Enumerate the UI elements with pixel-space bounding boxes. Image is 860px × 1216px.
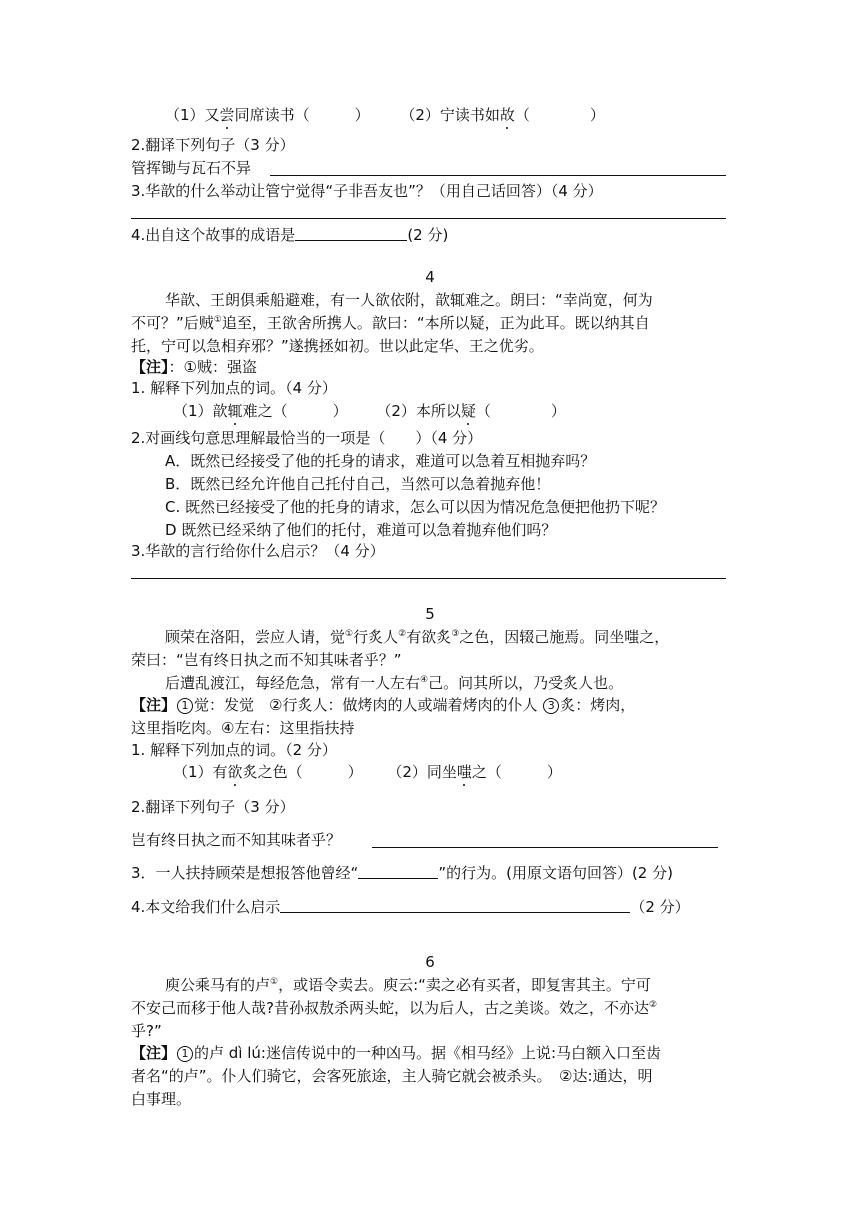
question-title: 3．一人扶持顾荣是想报答他曾经“ ”的行为。(用原文语句回答）(2 分) <box>131 864 673 882</box>
option-d: D 既然已经采纳了他们的托付，难道可以急着抛弃他们吗？ <box>165 521 557 539</box>
question-title: 1. 解释下列加点的词。（4 分） <box>131 379 337 397</box>
question-title: 2.翻译下列句子（3 分） <box>131 798 295 816</box>
translate-sentence: 岂有终日执之而不知其味者乎？ <box>131 831 342 849</box>
option-b: B．既然已经允许他自己托付自己，当然可以急着抛弃他！ <box>165 475 551 493</box>
word-item-2: （2）本所以疑（ ） <box>376 402 566 420</box>
note-line: 【注】：①贼：强盗 <box>131 358 257 376</box>
passage-line: 不可？”后贼①追至，王欲舍所携人。歆曰：“本所以疑，正为此耳。既以纳其自 <box>131 314 650 332</box>
answer-line[interactable] <box>131 578 726 579</box>
question-title: 1. 解释下列加点的词。（2 分） <box>131 741 337 759</box>
section-number: 5 <box>425 605 435 623</box>
word-item-2: （2）宁读书如故（ ） <box>400 106 605 124</box>
answer-blank[interactable] <box>270 175 726 176</box>
passage-line: 华歆、王朗俱乘船避难，有一人欲依附，歆辄难之。朗曰：“幸尚宽，何为 <box>165 291 653 309</box>
question-title: 3.华歆的什么举动让管宁觉得“子非吾友也”？（用自己话回答）（4 分） <box>131 182 603 200</box>
option-c: C. 既然已经接受了他的托身的请求，怎么可以因为情况危急便把他扔下呢？ <box>165 498 666 516</box>
note-line: 白事理。 <box>131 1090 192 1108</box>
word-item-1: （1）有欲炙之色（ ） <box>173 763 363 781</box>
word-item-1: （1）又尝同席读书（ ） <box>165 106 370 124</box>
option-a: A．既然已经接受了他的托身的请求，难道可以急着互相抛弃吗？ <box>165 452 596 470</box>
quote-blank[interactable] <box>358 864 438 879</box>
question-title: 2.翻译下列句子（3 分） <box>131 136 295 154</box>
passage-line: 顾荣在洛阳，尝应人请，觉①行炙人②有欲炙③之色，因辍己施焉。同坐嗤之， <box>165 628 670 646</box>
section-number: 6 <box>425 953 435 971</box>
note-line: 者名“的卢”。仆人们骑它，会客死旅途，主人骑它就会被杀头。 ②达:通达，明 <box>131 1067 653 1085</box>
q1-items-row <box>173 401 566 421</box>
q1-items-row <box>165 105 605 125</box>
insight-blank[interactable] <box>280 898 630 913</box>
passage-line: 荣曰：“岂有终日执之而不知其味者乎？” <box>131 651 402 669</box>
word-item-2: （2）同坐嗤之（ ） <box>387 763 562 781</box>
section-number: 4 <box>425 268 435 286</box>
passage-line: 不安己而移于他人哉?昔孙叔敖杀两头蛇，以为后人，古之美谈。效之，不亦达② <box>131 999 658 1017</box>
passage-line: 庾公乘马有的卢①，或语令卖去。庾云:“卖之必有买者，即复害其主。宁可 <box>165 976 651 994</box>
question-title: 4.出自这个故事的成语是 (2 分) <box>131 226 449 244</box>
question-title: 3.华歆的言行给你什么启示？（4 分） <box>131 542 385 560</box>
word-item-1: （1）歆辄难之（ ） <box>173 402 348 420</box>
translate-sentence: 管挥锄与瓦石不异 <box>131 159 252 177</box>
q1-items-row <box>173 762 562 782</box>
passage-line: 乎?” <box>131 1022 162 1040</box>
note-line: 这里指吃肉。④左右：这里指扶持 <box>131 719 355 737</box>
answer-line[interactable] <box>131 218 726 219</box>
answer-blank[interactable] <box>372 847 718 848</box>
note-line: 【注】 1 的卢 dì lú:迷信传说中的一种凶马。据《相马经》上说:马白额入口至齿 <box>131 1044 662 1062</box>
passage-line: 后遭乱渡江，每经危急，常有一人左右④己。问其所以，乃受炙人也。 <box>165 674 624 692</box>
idiom-blank[interactable] <box>295 226 407 241</box>
question-title: 4.本文给我们什么启示 （2 分） <box>131 898 690 916</box>
note-line: 【注】 1 觉：发觉 ②行炙人：做烤肉的人或端着烤肉的仆人 3 炙：烤肉， <box>131 696 636 714</box>
question-title: 2.对画线句意思理解最恰当的一项是（ ）（4 分） <box>131 429 483 447</box>
passage-line: 托，宁可以急相弃邪？”遂携拯如初。世以此定华、王之优劣。 <box>131 337 544 355</box>
